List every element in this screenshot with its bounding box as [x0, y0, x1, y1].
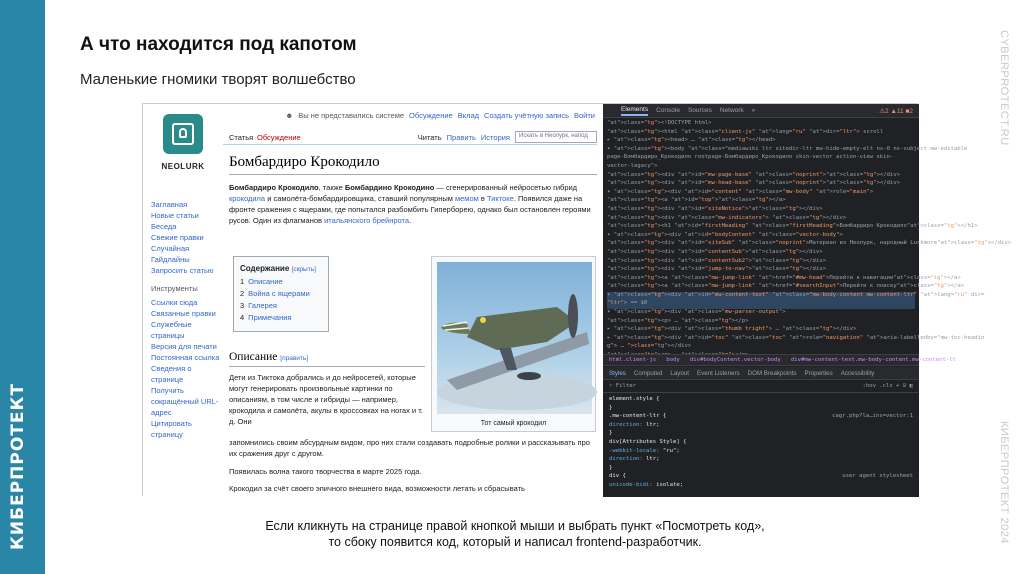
user-links: [285, 111, 595, 120]
devtools-tabs: [603, 104, 919, 118]
dom-line[interactable]: page-Бомбардиро_Крокодило rootpage-Бомбардиро_Крокодило skin-vector action-view skin-: [607, 154, 894, 161]
tab-history[interactable]: История: [480, 132, 510, 142]
image-caption: Тот самый крокодил: [480, 420, 547, 427]
lead-text-3: и самолёта-бомбардировщика, ставший популярным: [265, 194, 455, 203]
brand-logo-text: КИБЕРПРОТЕКТ: [8, 383, 28, 550]
lead-text-1: , также: [318, 183, 345, 192]
paragraph-3: Появилась волна такого творчества в марте 2025 года.: [229, 467, 422, 476]
tab-sources[interactable]: Sources: [687, 107, 712, 114]
tab-edit[interactable]: Править: [446, 132, 476, 142]
tab-elements[interactable]: Elements: [621, 106, 648, 116]
user-icon: ☻: [285, 111, 294, 120]
brand-site: CYBERPROTECT.RU: [998, 30, 1010, 146]
style-rule-line[interactable]: }: [609, 404, 613, 411]
paragraph-2: запомнились своим абсурдным видом, про них стали создавать подробные ролики и рассказывать про их сражения друг с другом.: [229, 438, 590, 458]
section-heading: [229, 351, 308, 363]
tab-layout[interactable]: Layout: [670, 370, 689, 377]
more-tabs-icon[interactable]: »: [751, 107, 756, 114]
paragraph-4: Крокодил за счёт своего эпичного внешнего вида, возможности летать и сбрасывать: [229, 484, 525, 493]
lead-text-5: . Появился даже на фронте сражения с ящерами, где попытался разбомбить Гиперборею, однако был остановлен героями русов. Один из флагманов: [229, 194, 591, 225]
filter-tools[interactable]: :hov .cls + ⊡ ◧: [862, 383, 913, 389]
slide-caption: [120, 518, 910, 550]
sidebar-tool-shorturl[interactable]: Получить сокращённый URL-адрес: [151, 386, 219, 417]
sidebar-item-recent[interactable]: Свежие правки: [151, 233, 204, 242]
toc-label: Война с ящерами: [248, 289, 310, 298]
lead-text-2: — сгенерированный нейросетью гибрид: [434, 183, 578, 192]
dom-line[interactable]: g"> … ">class="tg"></div>: [607, 343, 692, 350]
sidebar-item-new[interactable]: Новые статьи: [151, 211, 199, 220]
page-tabs: [223, 131, 597, 145]
tab-article[interactable]: Статья: [229, 133, 254, 142]
tab-read[interactable]: Читать: [417, 132, 442, 142]
sidebar-tools-heading: Инструменты: [151, 284, 198, 293]
caption-line-1: Если кликнуть на странице правой кнопкой мыши и выбрать пункт «Посмотреть код»,: [265, 519, 765, 533]
style-rule-line[interactable]: element.style {: [609, 396, 660, 402]
toc-num: 3: [240, 301, 245, 310]
sidebar-tool-related[interactable]: Связанные правки: [151, 309, 216, 318]
dom-line[interactable]: "at">class="tg"><div "at">id="contentSub">"at">class="tg"></div>: [607, 248, 823, 255]
link-brainrot[interactable]: итальянского брейнрота: [324, 216, 410, 225]
image-thumb: [431, 256, 596, 432]
sidebar-tool-print[interactable]: Версия для печати: [151, 342, 217, 351]
tab-dom-breakpoints[interactable]: DOM Breakpoints: [747, 370, 797, 377]
dom-line[interactable]: ▸ "at">class="tg"><div "at">class="thumb tright"> … "at">class="tg"></div>: [607, 326, 857, 333]
crocodile-plane-image[interactable]: [437, 262, 592, 414]
style-rule-line[interactable]: .mw-content-ltr { cagr.php?la…ins=vector:1: [609, 413, 913, 420]
dom-line[interactable]: ▾ "at">class="tg"><div "at">id="bodyContent" "at">class="vector-body">: [607, 231, 843, 238]
dom-line[interactable]: "at">class="tg"><div "at">class="mw-indicators"> "at">class="tg"></div>: [607, 214, 847, 221]
dom-line[interactable]: ▾ "at">class="tg"><div "at">class="mw-parser-output">: [607, 309, 786, 316]
sidebar-item-main[interactable]: Заглавная: [151, 200, 188, 209]
section-heading-text: Описание: [229, 351, 278, 363]
dom-breadcrumb: [603, 354, 956, 366]
dom-line[interactable]: "at">class="tg"><html "at">class="client-js" "at">lang="ru" "at">dir="ltr"> scroll: [607, 128, 884, 135]
dom-line[interactable]: "at">class="tg"><div "at">id="contentSub2">"at">class="tg"></div>: [607, 257, 827, 264]
sidebar-item-chat[interactable]: Беседа: [151, 222, 177, 231]
dom-line[interactable]: ▾ "at">class="tg"><div "at">id="mw-content-text" "at">class="mw-body-content mw-content-ltr" "at">lang="ru" dir=: [607, 292, 915, 301]
style-rule-line[interactable]: direction: ltr;: [609, 456, 660, 463]
table-of-contents: [233, 256, 329, 332]
link-meme[interactable]: мемом: [454, 194, 479, 203]
toc-heading: Содержание: [240, 264, 290, 273]
section-edit-link[interactable]: [править]: [280, 355, 309, 362]
brand-year: КИБЕРПРОТЕКТ 2024: [998, 421, 1010, 544]
toc-item[interactable]: [240, 312, 322, 324]
brand-band: [0, 0, 45, 574]
link-crocodile[interactable]: крокодила: [229, 194, 266, 203]
styles-filter[interactable]: [603, 381, 919, 393]
sidebar-tool-cite[interactable]: Цитировать страницу: [151, 419, 192, 439]
link-tiktok[interactable]: Тиктоке: [486, 194, 514, 203]
crumb[interactable]: body: [666, 357, 680, 363]
dom-line[interactable]: ▸ "at">class="tg"><div "at">id="toc" "at">class="toc" "at">role="navigation" "at">aria-labelledby="mw-toc-headin: [607, 334, 985, 341]
style-rule-line[interactable]: div { user agent stylesheet: [609, 473, 913, 480]
wiki-page: [143, 104, 603, 497]
styles-pane[interactable]: [603, 394, 919, 493]
dom-tree[interactable]: [603, 118, 1012, 361]
lead-bold-1: Бомбардиро Крокодило: [229, 183, 319, 192]
tab-console[interactable]: Console: [656, 107, 680, 114]
lead-text-6: .: [409, 216, 412, 225]
crumb[interactable]: html.client-js: [609, 357, 657, 363]
sidebar-item-random[interactable]: Случайная: [151, 244, 190, 253]
dom-line[interactable]: "at">class="tg"><a "at">class="mw-jump-link" "at">href="#searchInput">Перейти к поиску"at">class="tg"></a>: [607, 283, 965, 290]
anon-notice: Вы не представились системе: [298, 111, 405, 120]
toc-item[interactable]: [240, 276, 322, 288]
title-divider: [229, 174, 597, 175]
site-logo[interactable]: [155, 114, 211, 180]
lead-text-4: в: [478, 194, 487, 203]
dom-line[interactable]: "at">class="tg"><a "at">class="mw-jump-link" "at">href="#mw-head">Перейти к навигации"at">class="tg"></a>: [607, 274, 961, 281]
slide-title: А что находится под капотом: [80, 34, 357, 55]
filter-icon: ▿: [609, 383, 616, 389]
dom-line[interactable]: "at">class="tg"><h1 "at">id="firstHeading" "at">class="firstHeading">Бомбардиро Крокодило"at">class="tg"></h1>: [607, 223, 978, 230]
sidebar-item-request[interactable]: Запросить статью: [151, 266, 214, 275]
crumb[interactable]: div#mw-content-text.mw-body-content.mw-content-lt: [790, 357, 956, 363]
toc-label: Описание: [248, 277, 283, 286]
link-contrib[interactable]: Вклад: [457, 111, 480, 120]
lead-paragraph: [229, 182, 599, 226]
toc-toggle[interactable]: [скрыть]: [291, 266, 316, 273]
tab-event-listeners[interactable]: Event Listeners: [697, 370, 740, 377]
page-title: Бомбардиро Крокодило: [229, 154, 380, 170]
issue-counts[interactable]: ⚠2 ▲11 ■2: [879, 107, 913, 115]
toc-num: 4: [240, 313, 245, 322]
toc-item[interactable]: [240, 300, 322, 312]
dom-line[interactable]: ▾ "at">class="tg"><body "at">class="mediawiki ltr sitedir-ltr mw-hide-empty-elt ns-0 ns-subject mw-editable: [607, 145, 968, 152]
slide-subtitle: Маленькие гномики творят волшебство: [80, 71, 356, 88]
tab-properties[interactable]: Properties: [804, 370, 833, 377]
style-rule-line[interactable]: -webkit-locale: "ru";: [609, 447, 680, 454]
dom-line[interactable]: "at">class="tg"><p> … "at">class="tg"></p>: [607, 317, 749, 324]
section-divider: [229, 366, 425, 367]
sidebar-tool-links[interactable]: Ссылки сюда: [151, 298, 198, 307]
toc-label: Примечания: [248, 313, 292, 322]
style-rule-line[interactable]: direction: ltr;: [609, 421, 660, 428]
dom-line[interactable]: "at">class="tg"><div "at">id="mw-head-base" "at">class="noprint">"at">class="tg"></div>: [607, 180, 901, 187]
lead-bold-2: Бомбардино Крокодино: [344, 183, 435, 192]
sidebar-item-guidelines[interactable]: Гайдлайны: [151, 255, 190, 264]
dom-line[interactable]: "at">class="tg"><a "at">id="top">"at">class="tg"></a>: [607, 197, 786, 204]
sidebar-tool-special[interactable]: Служебные страницы: [151, 320, 192, 340]
caption-line-2: то сбоку появится код, который и написал frontend-разработчик.: [328, 535, 702, 549]
dom-line[interactable]: ▸ "at">class="tg"><head> … "at">class="tg"></head>: [607, 137, 776, 144]
dom-line[interactable]: ▾ "at">class="tg"><div "at">id="content" "at">class="mw-body" "at">role="main">: [607, 188, 874, 195]
tab-talk[interactable]: Обсуждение: [257, 133, 301, 142]
tab-styles[interactable]: Styles: [609, 370, 626, 377]
tab-network[interactable]: Network: [719, 107, 744, 114]
toc-item[interactable]: [240, 288, 322, 300]
toc-num: 2: [240, 289, 245, 298]
chip-icon: [163, 114, 203, 154]
link-discussion[interactable]: Обсуждение: [409, 111, 453, 120]
filter-input[interactable]: Filter: [615, 383, 636, 389]
sidebar-tool-permalink[interactable]: Постоянная ссылка: [151, 353, 220, 362]
sidebar-tool-info[interactable]: Сведения о странице: [151, 364, 192, 384]
dom-line[interactable]: "at">class="tg"><div "at">id="siteSub" "at">class="noprint">Материал из Неолурк, народный Lurkmore"at">class="tg"></div>: [607, 240, 1012, 247]
search-input[interactable]: Искать в Неолурк, напод: [515, 131, 597, 143]
link-create-account[interactable]: Создать учётную запись: [484, 111, 569, 120]
dom-line[interactable]: "at">class="tg"><div "at">id="mw-page-base" "at">class="noprint">"at">class="tg"></div>: [607, 171, 901, 178]
style-rule-line[interactable]: }: [609, 430, 613, 437]
dom-line[interactable]: "at">class="tg"><div "at">id="siteNotice">"at">class="tg"></div>: [607, 205, 823, 212]
tab-accessibility[interactable]: Accessibility: [840, 370, 875, 377]
toc-num: 1: [240, 277, 245, 286]
dom-line[interactable]: "ltr"> == $0: [607, 300, 915, 309]
logo-text: NEOLURK: [161, 162, 205, 171]
toc-label: Галерея: [248, 301, 277, 310]
crumb[interactable]: div#bodyContent.vector-body: [689, 357, 781, 363]
style-rule-line[interactable]: unicode-bidi: isolate;: [609, 481, 684, 488]
paragraph-1: Дети из Тиктока добрались и до нейросетей, которые могут генерировать произвольные картинки по описаниям, в том числе и гибриды — например, крокодила и самолёта, акулы в кроссовках на ногах и т. д. Они: [229, 373, 423, 426]
tab-computed[interactable]: Computed: [633, 370, 663, 377]
dom-line[interactable]: vector-legacy">: [607, 162, 658, 169]
dom-line[interactable]: "at">class="tg"><div "at">id="jump-to-nav">"at">class="tg"></div>: [607, 266, 827, 273]
sidebar: [151, 199, 221, 440]
style-rule-line[interactable]: }: [609, 464, 613, 471]
dom-line[interactable]: "at">class="tg"><!DOCTYPE html>: [607, 120, 712, 126]
styles-tabs: [603, 367, 919, 380]
style-rule-line[interactable]: div[Attributes Style] {: [609, 438, 687, 445]
link-login[interactable]: Войти: [574, 111, 595, 120]
